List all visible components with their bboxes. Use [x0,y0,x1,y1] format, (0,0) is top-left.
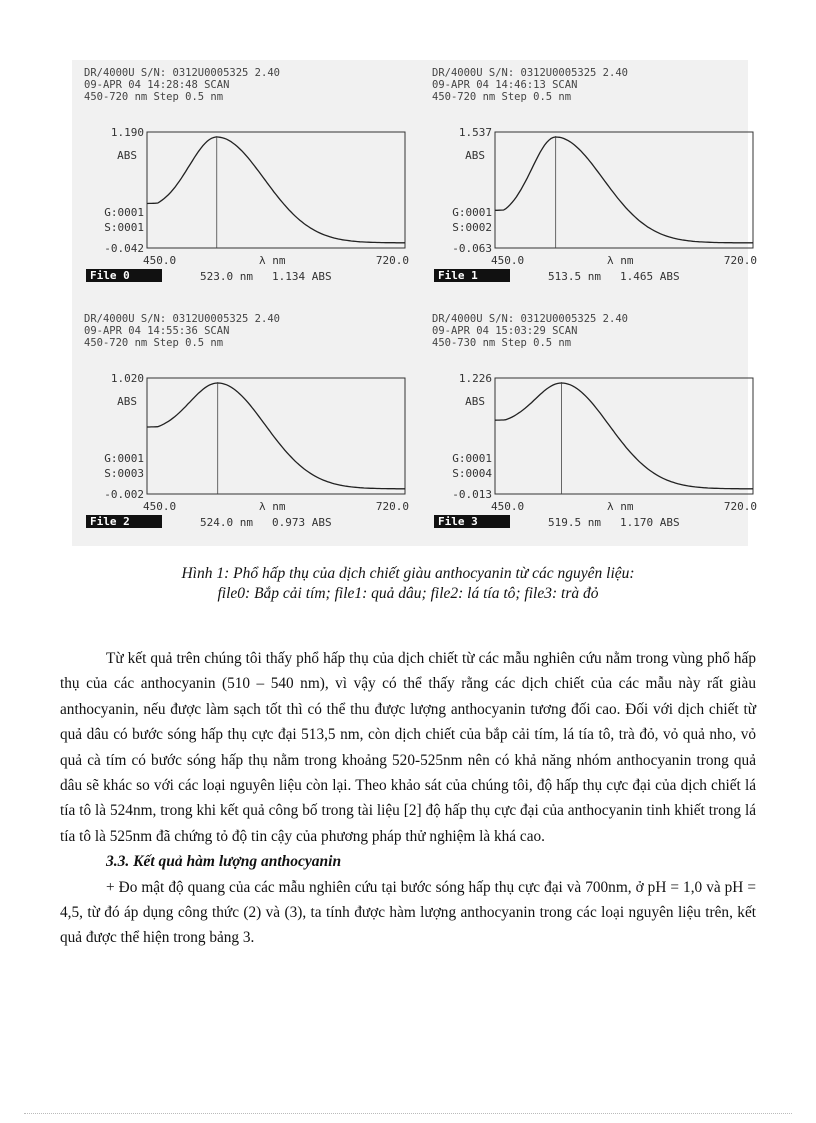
caption-line-2: file0: Bắp cải tím; file1: quả dâu; file2: lá tía tô; file3: trà đỏ [217,585,599,602]
plot-frame [147,132,405,248]
x-min-label: 450.0 [491,500,525,513]
abs-label: ABS [117,395,137,408]
plot-frame [147,378,405,494]
peak-wavelength: 519.5 nm [548,516,601,529]
file-label: File 3 [438,515,478,528]
abs-label: ABS [465,395,485,408]
peak-wavelength: 513.5 nm [548,270,601,283]
y-min-label: -0.013 [452,488,492,501]
x-max-label: 720.0 [375,500,409,513]
body-text [60,646,756,951]
y-max-label: 1.190 [110,126,144,139]
s-label: S:0002 [452,221,492,234]
peak-wavelength: 523.0 nm [200,270,253,283]
scan-header-line: DR/4000U S/N: 0312U0005325 2.40 [432,313,628,325]
peak-absorbance: 1.134 ABS [272,270,332,283]
y-max-label: 1.537 [458,126,492,139]
y-max-label: 1.226 [458,372,492,385]
plot-frame [495,132,753,248]
paragraph-results-discussion: Từ kết quả trên chúng tôi thấy phổ hấp thụ của dịch chiết từ các mẫu nghiên cứu nằm trong vùng phổ hấp thụ của các anthocyanin (510 – 540 nm), vì vậy có thể thấy rằng các dịch chiết của các mẫu này rất giàu anthocyanin, nếu được làm sạch tốt thì có thể thu được lượng anthocyanin tương đối cao. Đối với dịch chiết từ quả dâu có bước sóng hấp thụ cực đại 513,5 nm, còn dịch chiết của bắp cải tím, lá tía tô, trà đỏ, vỏ quả nho, vỏ quả cà tím có bước sóng hấp thụ nằm trong khoảng 520-525nm nên có khả năng nhóm anthocyanin trong quả dâu sẽ khác so với các loại nguyên liệu còn lại. Theo khảo sát của chúng tôi, độ hấp thụ cực đại của dịch chiết lá tía tô là 524nm, trong khi kết quả công bố trong tài liệu [2] độ hấp thụ cực đại của anthocyanin tinh khiết trong lá tía tô là 525nm đã chứng tỏ độ tin cậy của phương pháp thử nghiệm là khá cao. [60,650,756,845]
x-axis-label: λ nm [607,500,634,513]
section-heading-3-3: 3.3. Kết quả hàm lượng anthocyanin [106,853,342,871]
spectrum-curve [147,383,405,489]
abs-label: ABS [465,149,485,162]
s-label: S:0001 [104,221,144,234]
page-bottom-rule [24,1113,792,1114]
scan-header-line: 09-APR 04 14:46:13 SCAN [432,79,578,91]
y-min-label: -0.042 [104,242,144,255]
scan-header-line: 450-720 nm Step 0.5 nm [432,91,572,103]
plot-frame [495,378,753,494]
y-max-label: 1.020 [110,372,144,385]
paragraph-measurement: + Đo mật độ quang của các mẫu nghiên cứu tại bước sóng hấp thụ cực đại và 700nm, ở pH = 1,0 và pH = 4,5, từ đó áp dụng công thức (2) và (3), ta tính được hàm lượng anthocyanin trong các loại nguyên liệu trên, kết quả được thể hiện trong bảng 3. [60,878,756,947]
spectra-scan-image [72,60,757,546]
figure-caption [60,564,756,604]
g-label: G:0001 [104,206,144,219]
x-max-label: 720.0 [723,500,757,513]
spectrum-curve [495,383,753,489]
x-max-label: 720.0 [723,254,757,267]
spectrum-curve [495,137,753,243]
scan-header-line: 450-720 nm Step 0.5 nm [84,337,224,349]
scan-header-line: DR/4000U S/N: 0312U0005325 2.40 [84,313,280,325]
scan-header-line: DR/4000U S/N: 0312U0005325 2.40 [432,67,628,79]
g-label: G:0001 [452,206,492,219]
peak-absorbance: 1.170 ABS [620,516,680,529]
y-min-label: -0.002 [104,488,144,501]
x-max-label: 720.0 [375,254,409,267]
x-min-label: 450.0 [491,254,525,267]
x-min-label: 450.0 [143,500,177,513]
s-label: S:0004 [452,467,492,480]
g-label: G:0001 [104,452,144,465]
caption-line-1: Hình 1: Phổ hấp thụ của dịch chiết giàu anthocyanin từ các nguyên liệu: [181,565,635,582]
peak-absorbance: 0.973 ABS [272,516,332,529]
spectrum-curve [147,137,405,243]
scan-header-line: 09-APR 04 15:03:29 SCAN [432,325,578,337]
s-label: S:0003 [104,467,144,480]
scan-header-line: 450-730 nm Step 0.5 nm [432,337,572,349]
g-label: G:0001 [452,452,492,465]
peak-absorbance: 1.465 ABS [620,270,680,283]
file-label: File 0 [90,269,130,282]
x-axis-label: λ nm [259,500,286,513]
file-label: File 2 [90,515,130,528]
scan-header-line: DR/4000U S/N: 0312U0005325 2.40 [84,67,280,79]
x-axis-label: λ nm [259,254,286,267]
abs-label: ABS [117,149,137,162]
scan-header-line: 09-APR 04 14:28:48 SCAN [84,79,230,91]
scan-header-line: 450-720 nm Step 0.5 nm [84,91,224,103]
spectra-figure [72,60,757,546]
scan-header-line: 09-APR 04 14:55:36 SCAN [84,325,230,337]
x-axis-label: λ nm [607,254,634,267]
peak-wavelength: 524.0 nm [200,516,253,529]
file-label: File 1 [438,269,478,282]
y-min-label: -0.063 [452,242,492,255]
x-min-label: 450.0 [143,254,177,267]
